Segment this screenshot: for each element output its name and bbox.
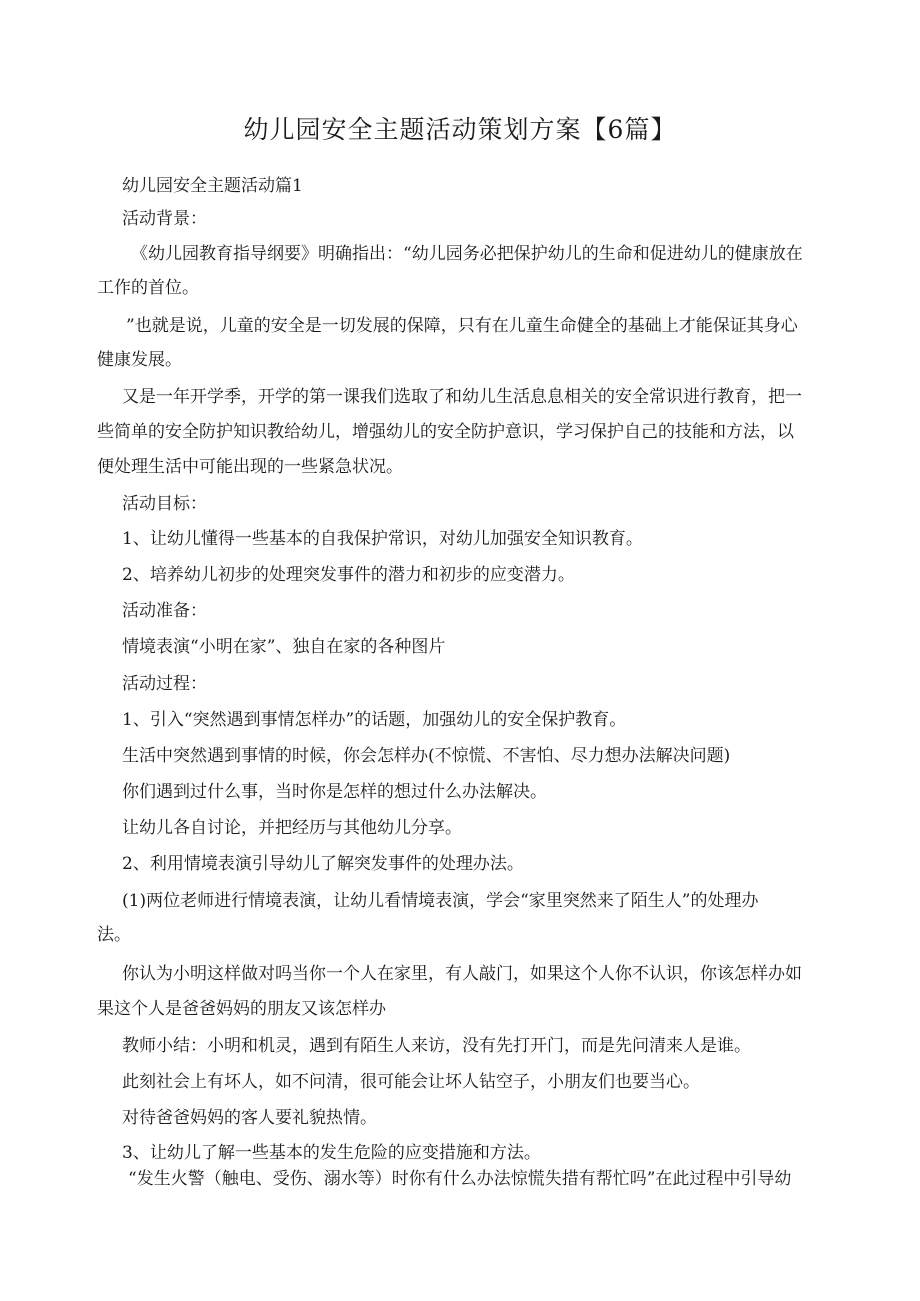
paragraph: 活动背景：: [122, 209, 207, 229]
paragraph: 生活中突然遇到事情的时候，你会怎样办(不惊慌、不害怕、尽力想办法解决问题): [122, 746, 731, 766]
paragraph: 对待爸爸妈妈的客人要礼貌热情。: [122, 1108, 377, 1128]
paragraph: 2、培养幼儿初步的处理突发事件的潜力和初步的应变潜力。: [122, 565, 575, 585]
section-heading: 幼儿园安全主题活动篇1: [122, 176, 303, 196]
paragraph: 工作的首位。: [97, 278, 199, 298]
paragraph: “发生火警（触电、受伤、溺水等）时你有什么办法惊慌失措有帮忙吗”在此过程中引导幼: [128, 1169, 792, 1189]
paragraph: 2、利用情境表演引导幼儿了解突发事件的处理办法。: [122, 854, 524, 874]
document-title: 幼儿园安全主题活动策划方案【6篇】: [243, 115, 677, 144]
paragraph: 些简单的安全防护知识教给幼儿，增强幼儿的安全防护意识，学习保护自己的技能和方法，以: [97, 422, 794, 442]
paragraph: 活动目标：: [122, 494, 207, 514]
paragraph: 此刻社会上有坏人，如不问清，很可能会让坏人钻空子，小朋友们也要当心。: [122, 1072, 700, 1092]
paragraph: 又是一年开学季，开学的第一课我们选取了和幼儿生活息息相关的安全常识进行教育，把一: [122, 387, 802, 407]
paragraph: 1、让幼儿懂得一些基本的自我保护常识，对幼儿加强安全知识教育。: [122, 529, 643, 549]
paragraph: 活动过程：: [122, 674, 207, 694]
paragraph: 果这个人是爸爸妈妈的朋友又该怎样办: [97, 999, 386, 1019]
paragraph: 教师小结：小明和机灵，遇到有陌生人来访，没有先打开门，而是先问清来人是谁。: [122, 1036, 751, 1056]
paragraph: 便处理生活中可能出现的一些紧急状况。: [97, 457, 403, 477]
paragraph: 健康发展。: [97, 350, 182, 370]
paragraph: 你认为小明这样做对吗当你一个人在家里，有人敲门，如果这个人你不认识，你该怎样办如: [122, 964, 802, 984]
paragraph: 让幼儿各自讨论，并把经历与其他幼儿分享。: [122, 818, 462, 838]
paragraph: 你们遇到过什么事，当时你是怎样的想过什么办法解决。: [122, 782, 547, 802]
paragraph: 《幼儿园教育指导纲要》明确指出：“幼儿园务必把保护幼儿的生命和促进幼儿的健康放在: [131, 244, 803, 264]
paragraph: ”也就是说，儿童的安全是一切发展的保障，只有在儿童生命健全的基础上才能保证其身心: [126, 316, 798, 336]
paragraph: 情境表演“小明在家”、独自在家的各种图片: [122, 637, 446, 657]
paragraph: (1)两位老师进行情境表演，让幼儿看情境表演，学会“家里突然来了陌生人”的处理办: [122, 891, 759, 911]
paragraph: 活动准备：: [122, 601, 207, 621]
paragraph: 1、引入“突然遇到事情怎样办”的话题，加强幼儿的安全保护教育。: [122, 710, 627, 730]
paragraph: 3、让幼儿了解一些基本的发生危险的应变措施和方法。: [122, 1143, 541, 1163]
paragraph: 法。: [97, 925, 131, 945]
